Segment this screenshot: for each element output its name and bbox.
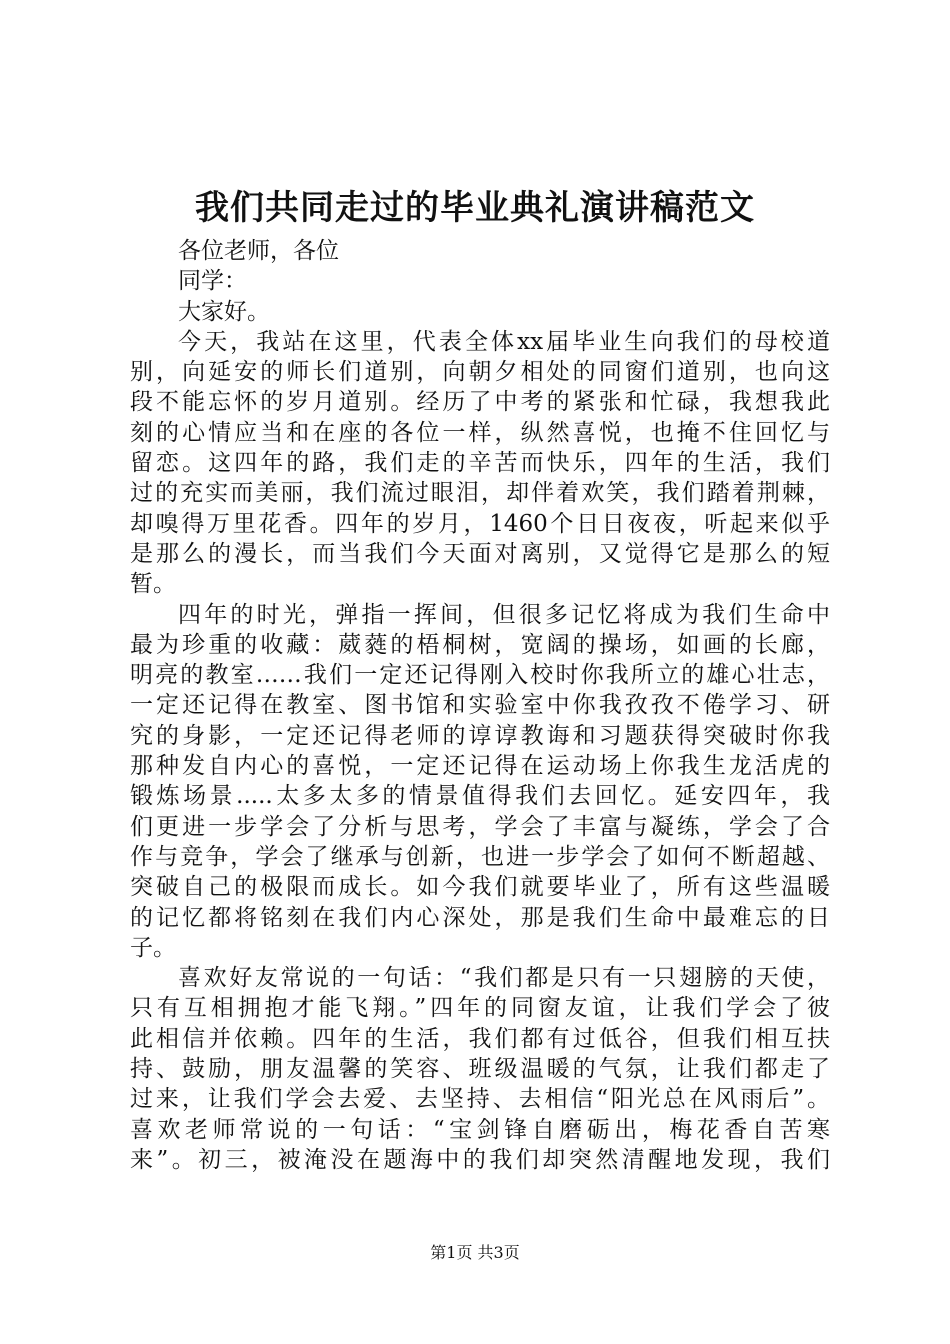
paragraph-line: 突破自己的极限而成长。如今我们就要毕业了，所有这些温暖 — [130, 874, 830, 901]
page-title: 我们共同走过的毕业典礼演讲稿范文 — [195, 188, 755, 228]
paragraph-line: 今天，我站在这里，代表全体xx届毕业生向我们的母校道 — [178, 328, 830, 355]
paragraph-line: 作与竞争，学会了继承与创新，也进一步学会了如何不断超越、 — [130, 843, 830, 870]
salutation-line: 同学： — [178, 268, 247, 295]
paragraph-line: 一定还记得在教室、图书馆和实验室中你我孜孜不倦学习、研 — [130, 692, 830, 719]
paragraph-line: 暂。 — [130, 571, 176, 598]
salutation-line: 各位老师，各位 — [178, 238, 339, 264]
paragraph-line: 持、鼓励，朋友温馨的笑容、班级温暖的气氛，让我们都走了 — [130, 1056, 830, 1083]
paragraph-line: 锻炼场景.....太多太多的情景值得我们去回忆。延安四年，我 — [130, 783, 830, 810]
paragraph-line: 喜欢老师常说的一句话：“宝剑锋自磨砺出，梅花香自苦寒 — [130, 1116, 830, 1143]
paragraph-line: 别，向延安的师长们道别，向朝夕相处的同窗们道别，也向这 — [130, 359, 830, 386]
paragraph-line: 四年的时光，弹指一挥间，但很多记忆将成为我们生命中 — [178, 601, 830, 628]
paragraph-line: 那种发自内心的喜悦，一定还记得在运动场上你我生龙活虎的 — [130, 753, 830, 780]
paragraph-line: 来”。初三，被淹没在题海中的我们却突然清醒地发现，我们 — [130, 1146, 830, 1173]
paragraph-line: 刻的心情应当和在座的各位一样，纵然喜悦，也掩不住回忆与 — [130, 419, 830, 446]
paragraph-line: 喜欢好友常说的一句话：“我们都是只有一只翅膀的天使， — [178, 965, 830, 992]
paragraph-line: 过的充实而美丽，我们流过眼泪，却伴着欢笑，我们踏着荆棘， — [130, 480, 830, 507]
paragraph-line: 此相信并依赖。四年的生活，我们都有过低谷，但我们相互扶 — [130, 1025, 830, 1052]
greeting-line: 大家好。 — [178, 298, 270, 325]
paragraph-line: 最为珍重的收藏：葳蕤的梧桐树，宽阔的操场，如画的长廊， — [130, 631, 830, 658]
paragraph-line: 们更进一步学会了分析与思考，学会了丰富与凝练，学会了合 — [130, 813, 830, 840]
paragraph-line: 段不能忘怀的岁月道别。经历了中考的紧张和忙碌，我想我此 — [130, 389, 830, 416]
paragraph-line: 的记忆都将铭刻在我们内心深处，那是我们生命中最难忘的日 — [130, 904, 830, 931]
paragraph-line: 只有互相拥抱才能飞翔。”四年的同窗友谊，让我们学会了彼 — [130, 995, 830, 1022]
paragraph-line: 明亮的教室……我们一定还记得刚入校时你我所立的雄心壮志， — [130, 662, 830, 689]
paragraph-line: 过来，让我们学会去爱、去坚持、去相信“阳光总在风雨后”。 — [130, 1086, 830, 1113]
document-body — [130, 236, 830, 1175]
page-footer: 第1页 共3页 — [430, 1243, 520, 1262]
paragraph-line: 留恋。这四年的路，我们走的辛苦而快乐，四年的生活，我们 — [130, 450, 830, 477]
paragraph-line: 却嗅得万里花香。四年的岁月，1460个日日夜夜，听起来似乎 — [130, 510, 830, 537]
paragraph-line: 究的身影，一定还记得老师的谆谆教诲和习题获得突破时你我 — [130, 722, 830, 749]
paragraph-line: 是那么的漫长，而当我们今天面对离别，又觉得它是那么的短 — [130, 540, 830, 567]
paragraph-line: 子。 — [130, 934, 176, 961]
